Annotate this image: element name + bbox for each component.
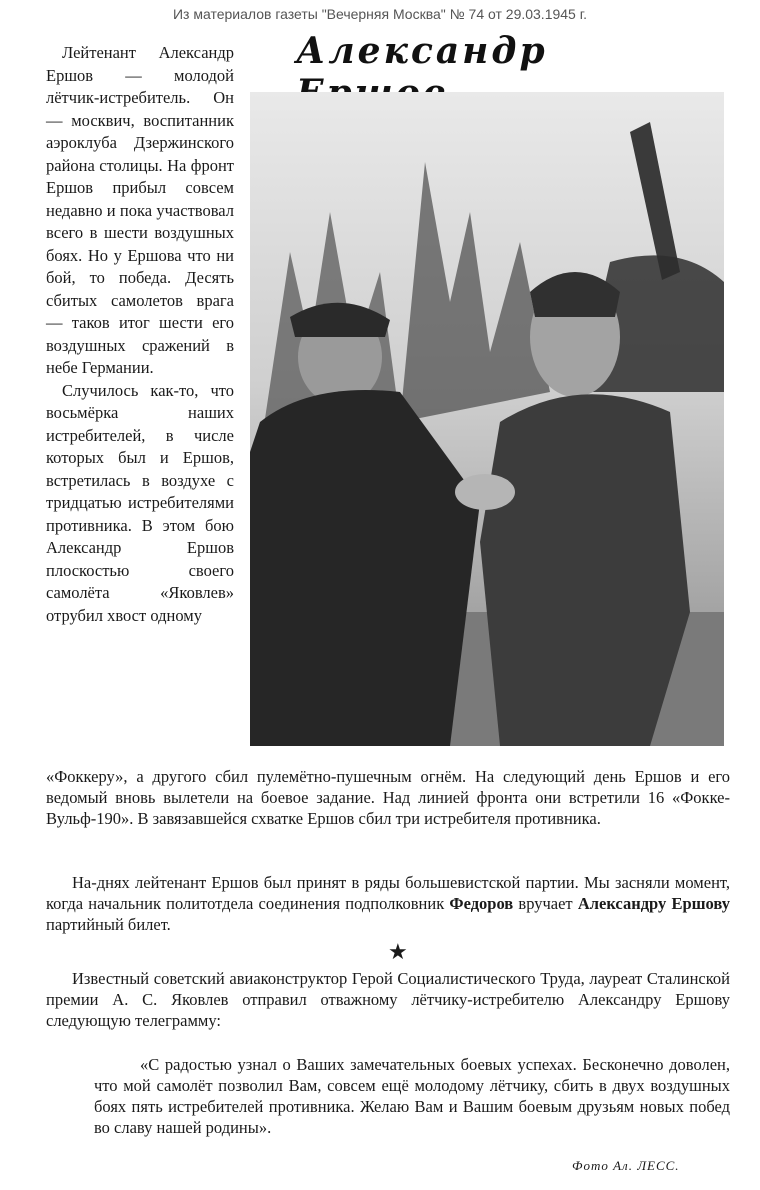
party-text-2: вручает [513,894,578,913]
photo-illustration [250,92,724,746]
star-separator: ★ [388,940,408,965]
party-text-1: На-днях лейтенант Ершов был принят в ряды большевистской партии. Мы засняли момент, когда начальник политотдела соединения подполковник [46,873,730,913]
paragraph-yakovlev: Известный советский авиаконструктор Герой Социалистического Труда, лауреат Сталинской премии А. С. Яковлев отправил отважному лётчику-истребителю Александру Ершову следующую телеграмму: [46,969,730,1030]
name-ershov: Александру Ершову [577,894,730,913]
left-column [46,42,234,627]
pilot-body [480,394,690,746]
article-title: Александр [296,30,548,72]
officer-body [250,390,480,746]
telegram-quote: «С радостью узнал о Ваших замечательных боевых успехах. Бесконечно доволен, что мой самолёт позволил Вам, совсем ещё молодому лётчику, сбить в двух воздушных боях пять истребителей противника. Желаю Вам и Вашим боевым друзьям новых побед во славу нашей родины». [94,1055,730,1137]
paragraph-party-card [46,872,730,935]
news-photo [250,92,724,746]
name-fedorov: Федоров [449,894,514,913]
handshake-hands [455,474,515,510]
paragraph-intro: Лейтенант Александр Ершов — молодой лётчик-истребитель. Он — москвич, воспитанник аэроклуба Дзержинского района столицы. На фронт Ершов прибыл совсем недавно и пока участвовал всего в шести воздушных боях. Но у Ершова что ни бой, то победа. Десять сбитых самолетов врага — таков итог шести его воздушных сражений в небе Германии. [46,43,234,377]
trees-center [400,162,550,422]
source-caption: Из материалов газеты "Вечерняя Москва" № 74 от 29.03.1945 г. [172,6,588,22]
photo-credit: Фото Ал. ЛЕСС. [572,1158,680,1173]
paragraph-battle-start: Случилось как-то, что восьмёрка наших истребителей, в числе которых был и Ершов, встретилась в воздухе с тридцатью истребителями противника. В этом бою Александр Ершов плоскостью своего самолёта «Яковлев» отрубил хвост одному [46,380,234,625]
party-text-3: партийный билет. [46,915,171,934]
paragraph-battle-continued: «Фоккеру», а другого сбил пулемётно-пушечным огнём. На следующий день Ершов и его ведомый вновь вылетели на боевое задание. Над линией фронта они встретили 16 «Фокке-Вульф-190». В завязавшейся схватке Ершов сбил три истребителя противника. [46,767,730,828]
